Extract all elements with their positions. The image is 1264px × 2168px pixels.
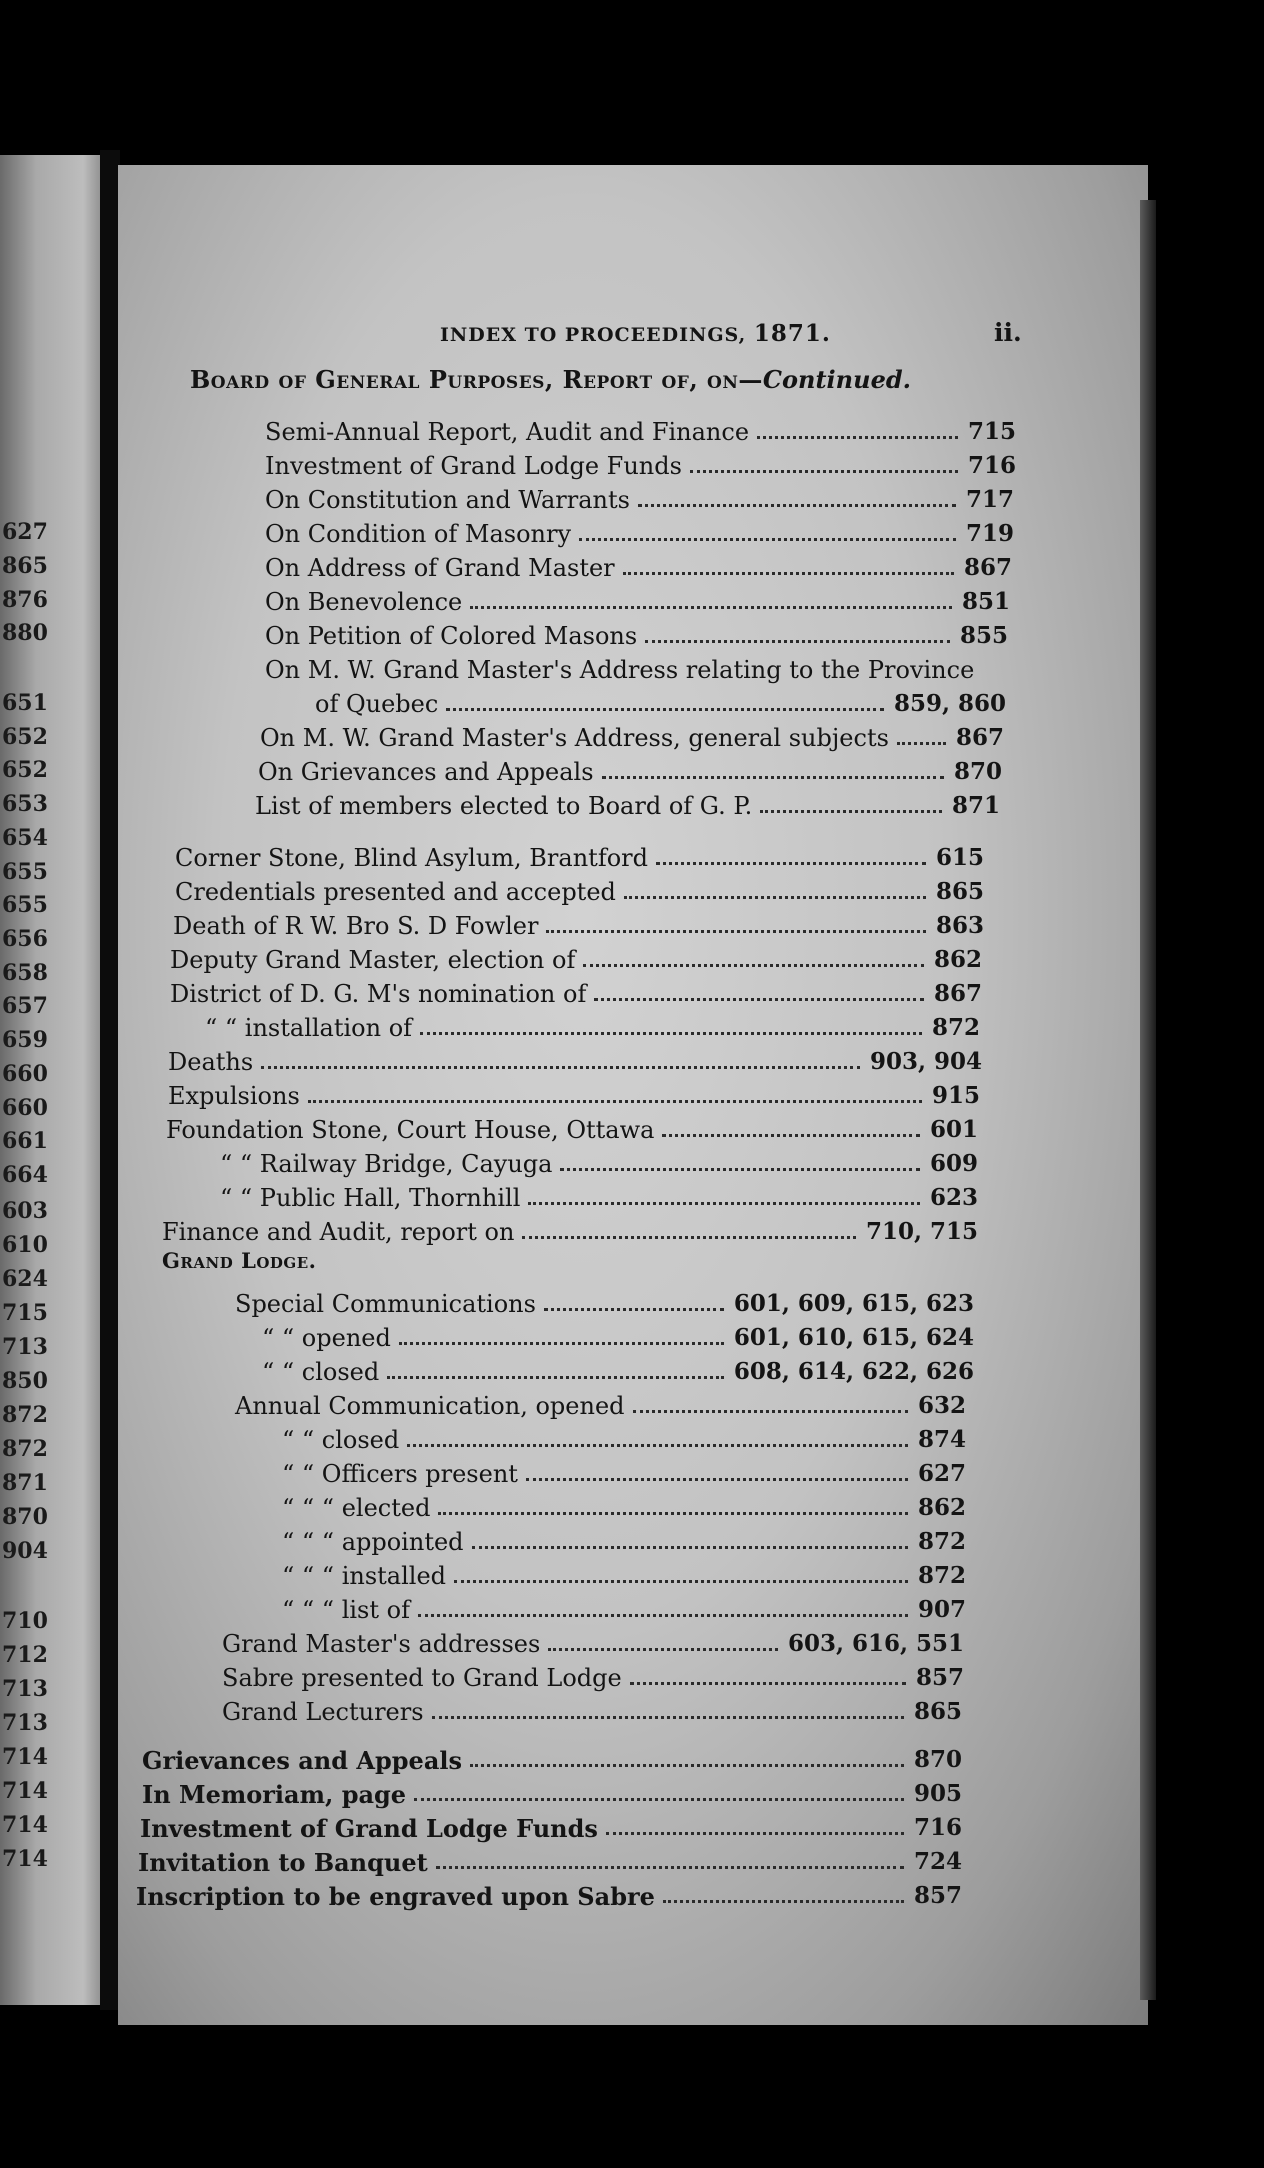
- board-subentry: [265, 418, 1016, 448]
- facing-page-number: 610: [2, 1232, 48, 1258]
- entry-page-number: 601, 610, 615, 624: [733, 1324, 974, 1351]
- facing-page-number: 850: [2, 1368, 48, 1394]
- entry-label: On Condition of Masonry: [265, 520, 572, 548]
- grand-lodge-subentry: [262, 1324, 974, 1354]
- dot-leader: [548, 1646, 778, 1651]
- entry-page-number: 872: [931, 1014, 980, 1041]
- facing-page-number: 713: [2, 1710, 48, 1736]
- board-subentry: [265, 588, 1010, 618]
- dot-leader: [261, 1064, 860, 1069]
- header-year: 1871.: [753, 320, 831, 347]
- entry-label: Deaths: [168, 1048, 254, 1076]
- board-subentry: [315, 690, 1006, 720]
- dot-leader: [446, 706, 884, 711]
- entry-label: On Benevolence: [265, 588, 463, 616]
- dot-leader: [418, 1612, 908, 1617]
- facing-page-number: 865: [2, 553, 48, 579]
- entry-label: On Address of Grand Master: [265, 554, 615, 582]
- index-entry: [175, 878, 984, 908]
- bold-index-entry: [136, 1882, 962, 1912]
- entry-page-number: 867: [963, 554, 1012, 581]
- entry-page-number: 907: [917, 1596, 966, 1623]
- facing-page-number: 652: [2, 724, 48, 750]
- entry-label: Grand Master's addresses: [222, 1630, 541, 1658]
- dot-leader: [432, 1714, 904, 1719]
- facing-page-number: 658: [2, 960, 48, 986]
- dot-leader: [526, 1476, 908, 1481]
- grand-lodge-subentry: [282, 1460, 966, 1490]
- index-entry: [205, 1014, 980, 1044]
- dot-leader: [407, 1442, 908, 1447]
- board-subentry: [260, 724, 1004, 754]
- dot-leader: [690, 468, 958, 473]
- dot-leader: [470, 1762, 904, 1767]
- entry-label: “ “ “ installed: [282, 1562, 447, 1590]
- entry-label: On M. W. Grand Master's Address, general subjects: [260, 724, 889, 752]
- entry-label: Grand Lecturers: [222, 1698, 424, 1726]
- entry-page-number: 609: [929, 1150, 978, 1177]
- grand-lodge-subentry: [235, 1392, 966, 1422]
- entry-page-number: 905: [913, 1780, 962, 1807]
- index-entry: [168, 1082, 980, 1112]
- facing-page-number: 713: [2, 1676, 48, 1702]
- entry-label: On M. W. Grand Master's Address relating to the Province: [265, 656, 975, 684]
- entry-label: “ “ Officers present: [282, 1460, 518, 1488]
- bold-index-entry: [140, 1814, 962, 1844]
- dot-leader: [420, 1030, 922, 1035]
- entry-page-number: 915: [931, 1082, 980, 1109]
- entry-page-number: 867: [933, 980, 982, 1007]
- grand-lodge-subentry: [282, 1596, 966, 1626]
- entry-label: “ “ “ appointed: [282, 1528, 464, 1556]
- entry-page-number: 857: [915, 1664, 964, 1691]
- entry-label: “ “ opened: [262, 1324, 391, 1352]
- facing-page-number: 904: [2, 1538, 48, 1564]
- dot-leader: [308, 1098, 922, 1103]
- dot-leader: [656, 860, 926, 865]
- facing-page-number: 710: [2, 1608, 48, 1634]
- facing-page-number: 655: [2, 892, 48, 918]
- dot-leader: [560, 1166, 920, 1171]
- facing-page-number: 624: [2, 1266, 48, 1292]
- entry-page-number: 874: [917, 1426, 966, 1453]
- entry-label: On Grievances and Appeals: [258, 758, 594, 786]
- entry-page-number: 865: [935, 878, 984, 905]
- entry-page-number: 872: [917, 1562, 966, 1589]
- entry-page-number: 862: [917, 1494, 966, 1521]
- entry-page-number: 724: [913, 1848, 962, 1875]
- facing-page-number: 714: [2, 1778, 48, 1804]
- facing-page-number: 871: [2, 1470, 48, 1496]
- facing-page-number: 870: [2, 1504, 48, 1530]
- dot-leader: [606, 1830, 904, 1835]
- entry-page-number: 865: [913, 1698, 962, 1725]
- entry-label: “ “ installation of: [205, 1014, 413, 1042]
- facing-page-number: 714: [2, 1846, 48, 1872]
- entry-label: Inscription to be engraved upon Sabre: [136, 1882, 655, 1911]
- dot-leader: [583, 962, 924, 967]
- facing-page-number: 603: [2, 1198, 48, 1224]
- entry-label: On Petition of Colored Masons: [265, 622, 638, 650]
- entry-label: Corner Stone, Blind Asylum, Brantford: [175, 844, 648, 872]
- entry-label: “ “ “ list of: [282, 1596, 410, 1624]
- entry-label: Investment of Grand Lodge Funds: [265, 452, 682, 480]
- facing-page-number: 715: [2, 1300, 48, 1326]
- entry-page-number: 601, 609, 615, 623: [733, 1290, 974, 1317]
- entry-label: Semi-Annual Report, Audit and Finance: [265, 418, 750, 446]
- facing-page-number: 714: [2, 1812, 48, 1838]
- dot-leader: [528, 1200, 920, 1205]
- grand-lodge-subentry: [282, 1494, 966, 1524]
- entry-label: Finance and Audit, report on: [162, 1218, 515, 1246]
- entry-label: Credentials presented and accepted: [175, 878, 616, 906]
- entry-label: Deputy Grand Master, election of: [170, 946, 576, 974]
- dot-leader: [387, 1374, 724, 1379]
- facing-page-number: 655: [2, 859, 48, 885]
- grand-lodge-subentry: [262, 1358, 974, 1388]
- bold-index-entry: [138, 1848, 962, 1878]
- entry-page-number: 870: [913, 1746, 962, 1773]
- entry-page-number: 716: [967, 452, 1016, 479]
- bold-index-entry: [142, 1780, 962, 1810]
- page-number: ii.: [994, 318, 1022, 347]
- entry-page-number: 717: [965, 486, 1014, 513]
- entry-page-number: 715: [967, 418, 1016, 445]
- entry-page-number: 719: [965, 520, 1014, 547]
- facing-page-number: 664: [2, 1162, 48, 1188]
- facing-page-number: 652: [2, 757, 48, 783]
- entry-label: of Quebec: [315, 690, 439, 718]
- dot-leader: [623, 570, 954, 575]
- facing-page-number: 660: [2, 1061, 48, 1087]
- grand-lodge-subentry: [282, 1528, 966, 1558]
- index-entry: [173, 912, 984, 942]
- facing-page-number: 872: [2, 1402, 48, 1428]
- board-subentry: [255, 792, 1000, 822]
- dot-leader: [760, 808, 942, 813]
- facing-page-number: 653: [2, 791, 48, 817]
- dot-leader: [638, 502, 956, 507]
- entry-label: “ “ Public Hall, Thornhill: [220, 1184, 521, 1212]
- grand-lodge-subentry: [235, 1290, 974, 1320]
- entry-label: Grievances and Appeals: [142, 1746, 462, 1775]
- dot-leader: [630, 1680, 906, 1685]
- dot-leader: [546, 928, 926, 933]
- entry-page-number: 870: [953, 758, 1002, 785]
- dot-leader: [624, 894, 926, 899]
- entry-label: “ “ Railway Bridge, Cayuga: [220, 1150, 553, 1178]
- board-subentry: [258, 758, 1002, 788]
- dot-leader: [602, 774, 944, 779]
- entry-page-number: 855: [959, 622, 1008, 649]
- entry-page-number: 859, 860: [893, 690, 1006, 717]
- dot-leader: [897, 740, 946, 745]
- entry-label: Sabre presented to Grand Lodge: [222, 1664, 622, 1692]
- facing-page-number: 657: [2, 993, 48, 1019]
- board-subentry: [265, 452, 1016, 482]
- entry-page-number: 603, 616, 551: [787, 1630, 964, 1657]
- entry-label: “ “ closed: [262, 1358, 380, 1386]
- entry-label: Expulsions: [168, 1082, 300, 1110]
- entry-page-number: 615: [935, 844, 984, 871]
- entry-page-number: 857: [913, 1882, 962, 1909]
- entry-label: “ “ closed: [282, 1426, 400, 1454]
- board-subentry: [265, 622, 1008, 652]
- facing-page-number: 872: [2, 1436, 48, 1462]
- index-entry: [170, 946, 982, 976]
- dot-leader: [436, 1864, 904, 1869]
- index-entry: [220, 1150, 978, 1180]
- entry-page-number: 871: [951, 792, 1000, 819]
- bold-index-entry: [142, 1746, 962, 1776]
- facing-page-number: 659: [2, 1027, 48, 1053]
- dot-leader: [438, 1510, 908, 1515]
- index-entry: [168, 1048, 982, 1078]
- entry-page-number: 851: [961, 588, 1010, 615]
- dot-leader: [414, 1796, 904, 1801]
- entry-page-number: 608, 614, 622, 626: [733, 1358, 974, 1385]
- dot-leader: [472, 1544, 908, 1549]
- facing-page-number: 880: [2, 620, 48, 646]
- dot-leader: [757, 434, 958, 439]
- grand-lodge-subentry: [222, 1698, 962, 1728]
- entry-label: Annual Communication, opened: [235, 1392, 625, 1420]
- grand-lodge-subentry: [282, 1426, 966, 1456]
- entry-label: “ “ “ elected: [282, 1494, 431, 1522]
- running-header: [440, 320, 831, 347]
- entry-page-number: 903, 904: [869, 1048, 982, 1075]
- entry-page-number: 872: [917, 1528, 966, 1555]
- entry-label: Foundation Stone, Court House, Ottawa: [166, 1116, 655, 1144]
- dot-leader: [544, 1306, 724, 1311]
- section-heading-board: [190, 365, 911, 394]
- index-entry: [220, 1184, 978, 1214]
- facing-page-number: 627: [2, 519, 48, 545]
- index-entry: [162, 1218, 978, 1248]
- grand-lodge-subentry: [222, 1630, 964, 1660]
- board-subentry: [265, 656, 1000, 686]
- facing-page-number: 712: [2, 1642, 48, 1668]
- dot-leader: [399, 1340, 724, 1345]
- facing-page-number: 661: [2, 1128, 48, 1154]
- dot-leader: [470, 604, 952, 609]
- continued-label: Continued.: [762, 365, 911, 394]
- index-entry: [170, 980, 982, 1010]
- facing-page-number: 651: [2, 690, 48, 716]
- section-heading-grand-lodge: Grand Lodge.: [162, 1248, 317, 1273]
- grand-lodge-subentry: [222, 1664, 964, 1694]
- dot-leader: [663, 1898, 904, 1903]
- index-entry: [175, 844, 984, 874]
- entry-page-number: 716: [913, 1814, 962, 1841]
- entry-label: Investment of Grand Lodge Funds: [140, 1814, 598, 1843]
- facing-page-number: 713: [2, 1334, 48, 1360]
- grand-lodge-subentry: [282, 1562, 966, 1592]
- dot-leader: [645, 638, 950, 643]
- book-gutter: [100, 150, 120, 2010]
- entry-page-number: 710, 715: [865, 1218, 978, 1245]
- facing-page-number: 876: [2, 587, 48, 613]
- board-subentry: [265, 554, 1012, 584]
- entry-label: In Memoriam, page: [142, 1780, 407, 1809]
- facing-page-number: 660: [2, 1095, 48, 1121]
- entry-page-number: 632: [917, 1392, 966, 1419]
- dot-leader: [662, 1132, 920, 1137]
- entry-label: Death of R W. Bro S. D Fowler: [173, 912, 539, 940]
- board-subentry: [265, 486, 1014, 516]
- entry-page-number: 627: [917, 1460, 966, 1487]
- entry-label: Special Communications: [235, 1290, 536, 1318]
- dot-leader: [633, 1408, 908, 1413]
- entry-page-number: 863: [935, 912, 984, 939]
- entry-label: List of members elected to Board of G. P.: [255, 792, 753, 820]
- entry-page-number: 862: [933, 946, 982, 973]
- page-edge-shadow: [1140, 200, 1156, 2000]
- facing-page-number: 656: [2, 926, 48, 952]
- board-subentry: [265, 520, 1014, 550]
- facing-page-number: 714: [2, 1744, 48, 1770]
- dot-leader: [579, 536, 956, 541]
- entry-page-number: 623: [929, 1184, 978, 1211]
- dot-leader: [454, 1578, 908, 1583]
- entry-page-number: 601: [929, 1116, 978, 1143]
- index-entry: [166, 1116, 978, 1146]
- facing-page-number: 654: [2, 825, 48, 851]
- entry-label: Invitation to Banquet: [138, 1848, 428, 1877]
- entry-page-number: 867: [955, 724, 1004, 751]
- dot-leader: [594, 996, 924, 1001]
- entry-label: District of D. G. M's nomination of: [170, 980, 587, 1008]
- header-title: INDEX TO PROCEEDINGS,: [440, 324, 747, 346]
- board-heading: Board of General Purposes, Report of, on—: [190, 365, 763, 394]
- dot-leader: [522, 1234, 856, 1239]
- entry-label: On Constitution and Warrants: [265, 486, 630, 514]
